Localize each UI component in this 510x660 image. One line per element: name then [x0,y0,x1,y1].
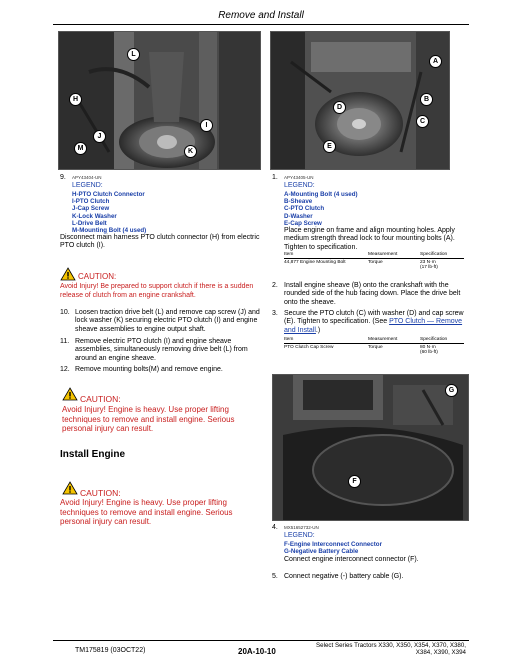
step-10-number: 10. [60,309,70,316]
legend-item: B-Sheave [284,198,313,206]
legend-item: G-Negative Battery Cable [284,548,359,556]
left-photo-id: APY43404-UN [72,175,102,180]
spec-header-measurement: Measurement [368,252,420,259]
spec-cell-specification [420,259,464,271]
caution-3-text: Avoid Injury! Engine is heavy. Use proper lifting techniques to remove and install engine. Serious personal injury can result. [60,498,233,527]
caution-1-text: Avoid Injury! Be prepared to support clutch if there is a sudden release of clutch from an engine crankshaft. [60,283,254,299]
step-2-number: 2. [272,282,278,289]
step-10-text: Loosen traction drive belt (L) and remove cap screw (J) and lock washer (K) securing electric PTO clutch (I) and engine sheave assemblies to engine output shaft. [75,309,260,333]
legend-item: D-Washer [284,212,313,220]
warning-triangle-icon [62,481,78,495]
spec-cell-specification [420,344,464,356]
step-9-number: 9. [60,174,66,181]
step-9-legend [72,191,146,234]
legend-item: F-Engine Interconnect Connector [284,541,382,548]
callout-b: B [420,93,433,106]
step-9-legend-title: LEGEND: [72,182,103,189]
warning-triangle-icon [62,387,78,401]
legend-item: E-Cap Screw [284,219,322,227]
callout-j: J [93,130,106,143]
callout-i: I [200,119,213,132]
spec-value-metric: 23 N·m [420,260,436,265]
spec-value-imperial: (60 lb-ft) [420,350,438,355]
callout-a: A [429,55,442,68]
step-3-text [284,310,468,335]
callout-c: C [416,115,429,128]
spec-cell-item: 44,877 Engine Mounting Bolt [284,260,346,265]
spec-header-item: Item [284,252,368,259]
spec-table-engine-mounting [284,252,464,270]
step-9-text: Disconnect main harness PTO clutch connector (H) from electric PTO clutch (I). [60,234,260,250]
legend-item: C-PTO Clutch [284,205,325,213]
caution-3-label: CAUTION: [80,488,121,498]
spec-value-imperial: (17 lb-ft) [420,265,438,270]
header-divider [53,24,469,25]
step-3-text-post: .) [315,326,321,334]
step-1-legend [284,191,358,227]
legend-item: H-PTO Clutch Connector [72,191,145,198]
pto-clutch-remove-install-link[interactable]: PTO Clutch — Remove and Install [284,318,463,334]
page-header-title: Remove and Install [218,10,304,21]
warning-triangle-icon [60,267,76,281]
step-12-text: Remove mounting bolts(M) and remove engine. [75,366,223,373]
caution-2-label: CAUTION: [80,394,121,404]
footer-models [296,642,466,657]
legend-item: L-Drive Belt [72,219,107,227]
right-photo-id: APY43405-UN [284,175,314,180]
step-5-text: Connect negative (-) battery cable (G). [284,573,404,580]
step-1-text: Place engine on frame and align mounting holes. Apply medium strength thread lock to four mounting bolts (A). Tighten to specification. [284,227,455,251]
spec-cell-measurement: Torque [368,345,383,350]
photo-illustration [273,375,468,520]
step-1-legend-title: LEGEND: [284,182,315,189]
caution-1-label: CAUTION: [78,272,117,281]
callout-l: L [127,48,140,61]
spec-header-specification: Specification [420,337,464,344]
callout-e: E [323,140,336,153]
step-4-number: 4. [272,524,278,531]
legend-item: I-PTO Clutch [72,198,110,206]
callout-g: G [445,384,458,397]
spec-header-specification: Specification [420,252,464,259]
step-3-text-pre: Secure the PTO clutch (C) with washer (D) and cap screw (E). Tighten to specification. (See [284,310,464,326]
legend-item: J-Cap Screw [72,205,110,213]
step-12-number: 12. [60,366,70,373]
bottom-photo-id: MX51652732-UN [284,525,319,530]
spec-header-measurement: Measurement [368,337,420,344]
footer-doc-id: TM175819 (03OCT22) [75,647,146,654]
legend-item: A-Mounting Bolt (4 used) [284,191,358,198]
step-3-number: 3. [272,310,278,317]
callout-h: H [69,93,82,106]
step-4-text: Connect engine interconnect connector (F). [284,556,419,563]
photo-pto-clutch-removal [58,31,261,170]
spec-cell-measurement: Torque [368,260,383,265]
callout-m: M [74,142,87,155]
table-row [284,344,464,356]
footer-divider [53,640,469,641]
footer-page-number: 20A-10-10 [238,647,276,656]
caution-2-text: Avoid Injury! Engine is heavy. Use proper lifting techniques to remove and install engine. Serious personal injury can result. [62,405,235,434]
step-11-number: 11. [60,338,70,345]
callout-f: F [348,475,361,488]
callout-k: K [184,145,197,158]
photo-illustration [59,32,260,169]
footer-models-line-1: Select Series Tractors X330, X350, X354, X370, X380, [316,642,466,649]
callout-d: D [333,101,346,114]
spec-header-item: Item [284,337,368,344]
spec-cell-item: PTO Clutch Cap Screw [284,345,334,350]
step-11-text: Remove electric PTO clutch (I) and engine sheave assemblies, simultaneously removing drive belt (L) from around an engine sheave. [75,338,248,362]
spec-value-metric: 80 N·m [420,345,436,350]
table-row [284,259,464,271]
step-4-legend [284,541,382,555]
footer-models-line-2: X384, X390, X394 [415,649,466,657]
step-1-number: 1. [272,174,278,181]
photo-engine-connector [272,374,469,521]
step-5-number: 5. [272,573,278,580]
step-2-text: Install engine sheave (B) onto the crankshaft with the rounded side of the hub facing down. Place the drive belt onto the sheave. [284,282,461,306]
spec-table-pto-clutch [284,337,464,355]
legend-item: K-Lock Washer [72,212,117,220]
section-heading-install-engine: Install Engine [60,449,126,460]
step-4-legend-title: LEGEND: [284,532,315,539]
legend-item: M-Mounting Bolt (4 used) [72,227,147,235]
